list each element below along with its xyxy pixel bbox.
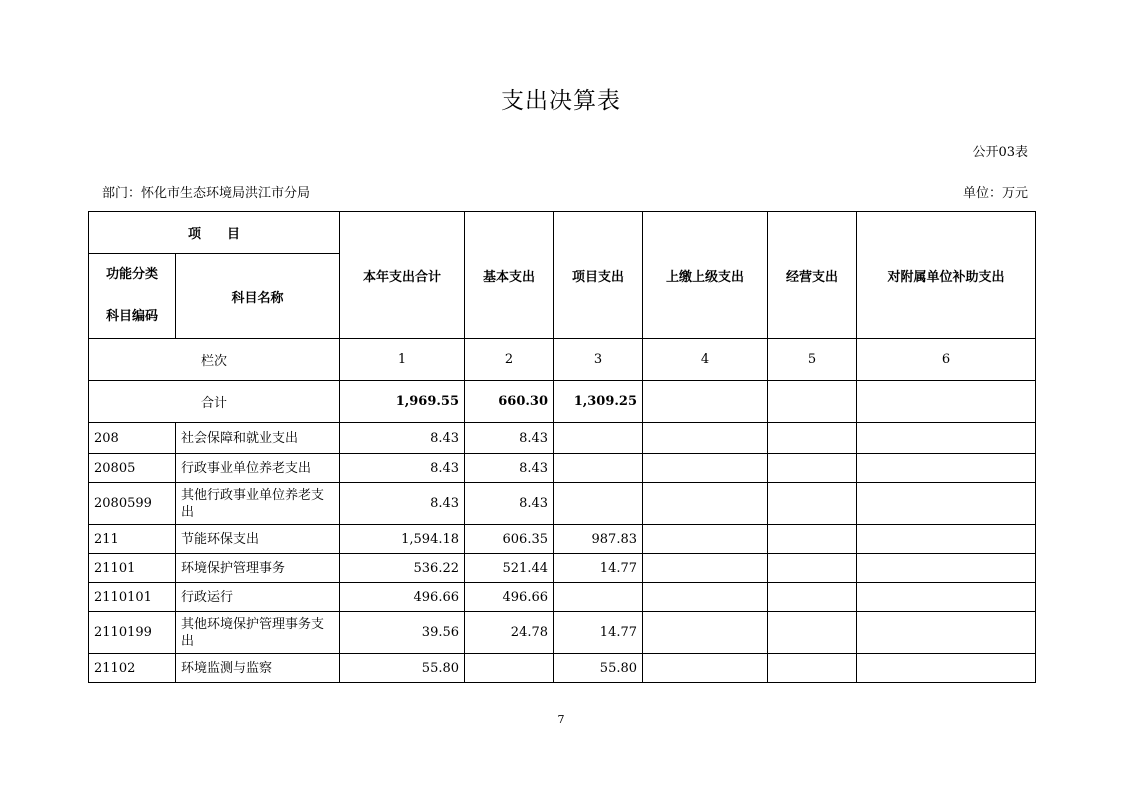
table-row	[89, 554, 1036, 583]
expenditure-table	[88, 211, 1036, 683]
row-upper	[643, 654, 768, 683]
col-index-4: 4	[643, 339, 768, 381]
row-upper	[643, 554, 768, 583]
row-code: 21101	[89, 554, 176, 583]
row-name: 环境保护管理事务	[176, 554, 340, 583]
row-business	[768, 525, 857, 554]
row-business	[768, 483, 857, 525]
row-basic: 8.43	[465, 483, 554, 525]
row-code: 20805	[89, 454, 176, 483]
header-subsidy: 对附属单位补助支出	[857, 212, 1036, 339]
header-project-expense: 项目支出	[554, 212, 643, 339]
col-index-6: 6	[857, 339, 1036, 381]
row-project	[554, 583, 643, 612]
table-row	[89, 654, 1036, 683]
row-total: 8.43	[340, 454, 465, 483]
table-row	[89, 423, 1036, 454]
header-basic: 基本支出	[465, 212, 554, 339]
row-basic	[465, 654, 554, 683]
summary-total: 1,969.55	[340, 381, 465, 423]
row-basic: 24.78	[465, 612, 554, 654]
summary-subsidy	[857, 381, 1036, 423]
header-func-code-line1: 功能分类	[105, 267, 158, 282]
row-project	[554, 454, 643, 483]
header-subject-name: 科目名称	[176, 254, 340, 339]
table-row	[89, 525, 1036, 554]
col-index-3: 3	[554, 339, 643, 381]
row-upper	[643, 483, 768, 525]
row-project: 55.80	[554, 654, 643, 683]
row-code: 208	[89, 423, 176, 454]
row-total: 8.43	[340, 423, 465, 454]
department-label: 部门：怀化市生态环境局洪江市分局	[102, 186, 311, 201]
summary-project: 1,309.25	[554, 381, 643, 423]
row-business	[768, 423, 857, 454]
table-row	[89, 612, 1036, 654]
row-code: 2110199	[89, 612, 176, 654]
row-total: 536.22	[340, 554, 465, 583]
row-subsidy	[857, 483, 1036, 525]
row-subsidy	[857, 554, 1036, 583]
row-business	[768, 654, 857, 683]
summary-business	[768, 381, 857, 423]
row-upper	[643, 612, 768, 654]
page-title: 支出决算表	[501, 88, 621, 114]
summary-upper	[643, 381, 768, 423]
row-upper	[643, 583, 768, 612]
row-subsidy	[857, 525, 1036, 554]
row-name: 行政事业单位养老支出	[176, 454, 340, 483]
summary-label: 合计	[89, 381, 340, 423]
row-code: 21102	[89, 654, 176, 683]
row-code: 2080599	[89, 483, 176, 525]
row-subsidy	[857, 423, 1036, 454]
row-name: 行政运行	[176, 583, 340, 612]
summary-basic: 660.30	[465, 381, 554, 423]
row-upper	[643, 423, 768, 454]
page-number: 7	[557, 713, 565, 726]
row-total: 496.66	[340, 583, 465, 612]
row-total: 1,594.18	[340, 525, 465, 554]
header-upper: 上缴上级支出	[643, 212, 768, 339]
row-basic: 8.43	[465, 454, 554, 483]
header-func-code	[89, 254, 176, 339]
row-total: 55.80	[340, 654, 465, 683]
header-func-code-line2: 科目编码	[105, 309, 158, 324]
row-name: 其他行政事业单位养老支出	[176, 483, 340, 525]
row-project	[554, 483, 643, 525]
row-basic: 496.66	[465, 583, 554, 612]
row-name: 节能环保支出	[176, 525, 340, 554]
row-total: 39.56	[340, 612, 465, 654]
row-code: 211	[89, 525, 176, 554]
row-basic: 521.44	[465, 554, 554, 583]
row-upper	[643, 525, 768, 554]
row-project	[554, 423, 643, 454]
row-business	[768, 454, 857, 483]
table-row	[89, 454, 1036, 483]
row-business	[768, 612, 857, 654]
row-name: 环境监测与监察	[176, 654, 340, 683]
table-row	[89, 483, 1036, 525]
row-code: 2110101	[89, 583, 176, 612]
row-basic: 606.35	[465, 525, 554, 554]
col-index-label: 栏次	[89, 339, 340, 381]
row-subsidy	[857, 654, 1036, 683]
header-project: 项 目	[89, 212, 340, 254]
table-row	[89, 583, 1036, 612]
row-subsidy	[857, 612, 1036, 654]
row-total: 8.43	[340, 483, 465, 525]
row-project: 14.77	[554, 554, 643, 583]
row-name: 社会保障和就业支出	[176, 423, 340, 454]
form-number: 公开03表	[972, 145, 1028, 160]
header-total: 本年支出合计	[340, 212, 465, 339]
col-index-2: 2	[465, 339, 554, 381]
row-subsidy	[857, 454, 1036, 483]
row-business	[768, 554, 857, 583]
row-project: 987.83	[554, 525, 643, 554]
row-project: 14.77	[554, 612, 643, 654]
row-basic: 8.43	[465, 423, 554, 454]
header-business: 经营支出	[768, 212, 857, 339]
col-index-1: 1	[340, 339, 465, 381]
row-subsidy	[857, 583, 1036, 612]
row-upper	[643, 454, 768, 483]
col-index-5: 5	[768, 339, 857, 381]
row-name: 其他环境保护管理事务支出	[176, 612, 340, 654]
row-business	[768, 583, 857, 612]
unit-label: 单位：万元	[962, 186, 1028, 201]
